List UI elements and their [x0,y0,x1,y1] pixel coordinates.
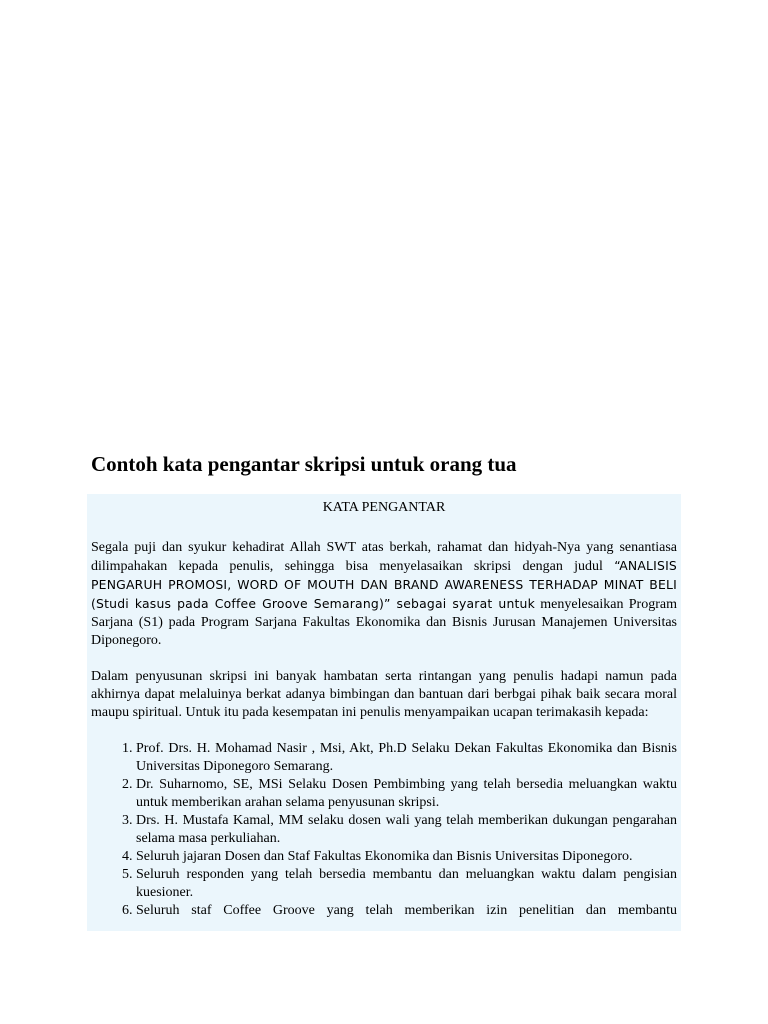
list-item: 5. Seluruh responden yang telah bersedia membantu dan meluangkan waktu dalam pengisian kuesioner. [136,866,677,902]
page-title: Contoh kata pengantar skripsi untuk orang tua [91,452,517,476]
paragraph-1-closing: menyelesaikan Program Sarjana (S1) pada Program Sarjana Fakultas Ekonomika dan Bisnis Jurusan Manajemen Universitas Diponegoro. [91,597,677,648]
list-item: 2. Dr. Suharnomo, SE, MSi Selaku Dosen Pembimbing yang telah bersedia meluangkan waktu untuk memberikan arahan selama penyusunan skripsi. [136,776,677,812]
paragraph-1-intro: Segala puji dan syukur kehadirat Allah SWT atas berkah, rahamat dan hidyah-Nya yang senantiasa dilimpahakan kepada penulis, sehingga bisa menyelasaikan skripsi dengan judul [91,540,677,574]
list-item: 3. Drs. H. Mustafa Kamal, MM selaku dosen wali yang telah memberikan dukungan pengarahan selama masa perkuliahan. [136,812,677,848]
list-item: 6. Seluruh staf Coffee Groove yang telah memberikan izin penelitian dan membantu [136,902,677,920]
list-item: 4. Seluruh jajaran Dosen dan Staf Fakultas Ekonomika dan Bisnis Universitas Diponegoro. [136,848,677,866]
acknowledgement-list [91,740,677,920]
preface-paragraph-1 [91,539,677,650]
list-item: 1. Prof. Drs. H. Mohamad Nasir , Msi, Akt, Ph.D Selaku Dekan Fakultas Ekonomika dan Bisnis Universitas Diponegoro Semarang. [136,740,677,776]
preface-paragraph-2: Dalam penyusunan skripsi ini banyak hambatan serta rintangan yang penulis hadapi namun pada akhirnya dapat melaluinya berkat adanya bimbingan dan bantuan dari berbgai pihak baik secara moral maupu spiritual. Untuk itu pada kesempatan ini penulis menyampaikan ucapan terimakasih kepada: [91,669,677,720]
preface-heading: KATA PENGANTAR [322,500,446,515]
preface-content-box [87,494,681,931]
thesis-title-text: “ANALISIS PENGARUH PROMOSI, WORD OF MOUTH DAN BRAND AWARENESS TERHADAP MINAT BELI (Studi kasus pada Coffee Groove Semarang)” sebagai syarat untuk [91,558,677,611]
